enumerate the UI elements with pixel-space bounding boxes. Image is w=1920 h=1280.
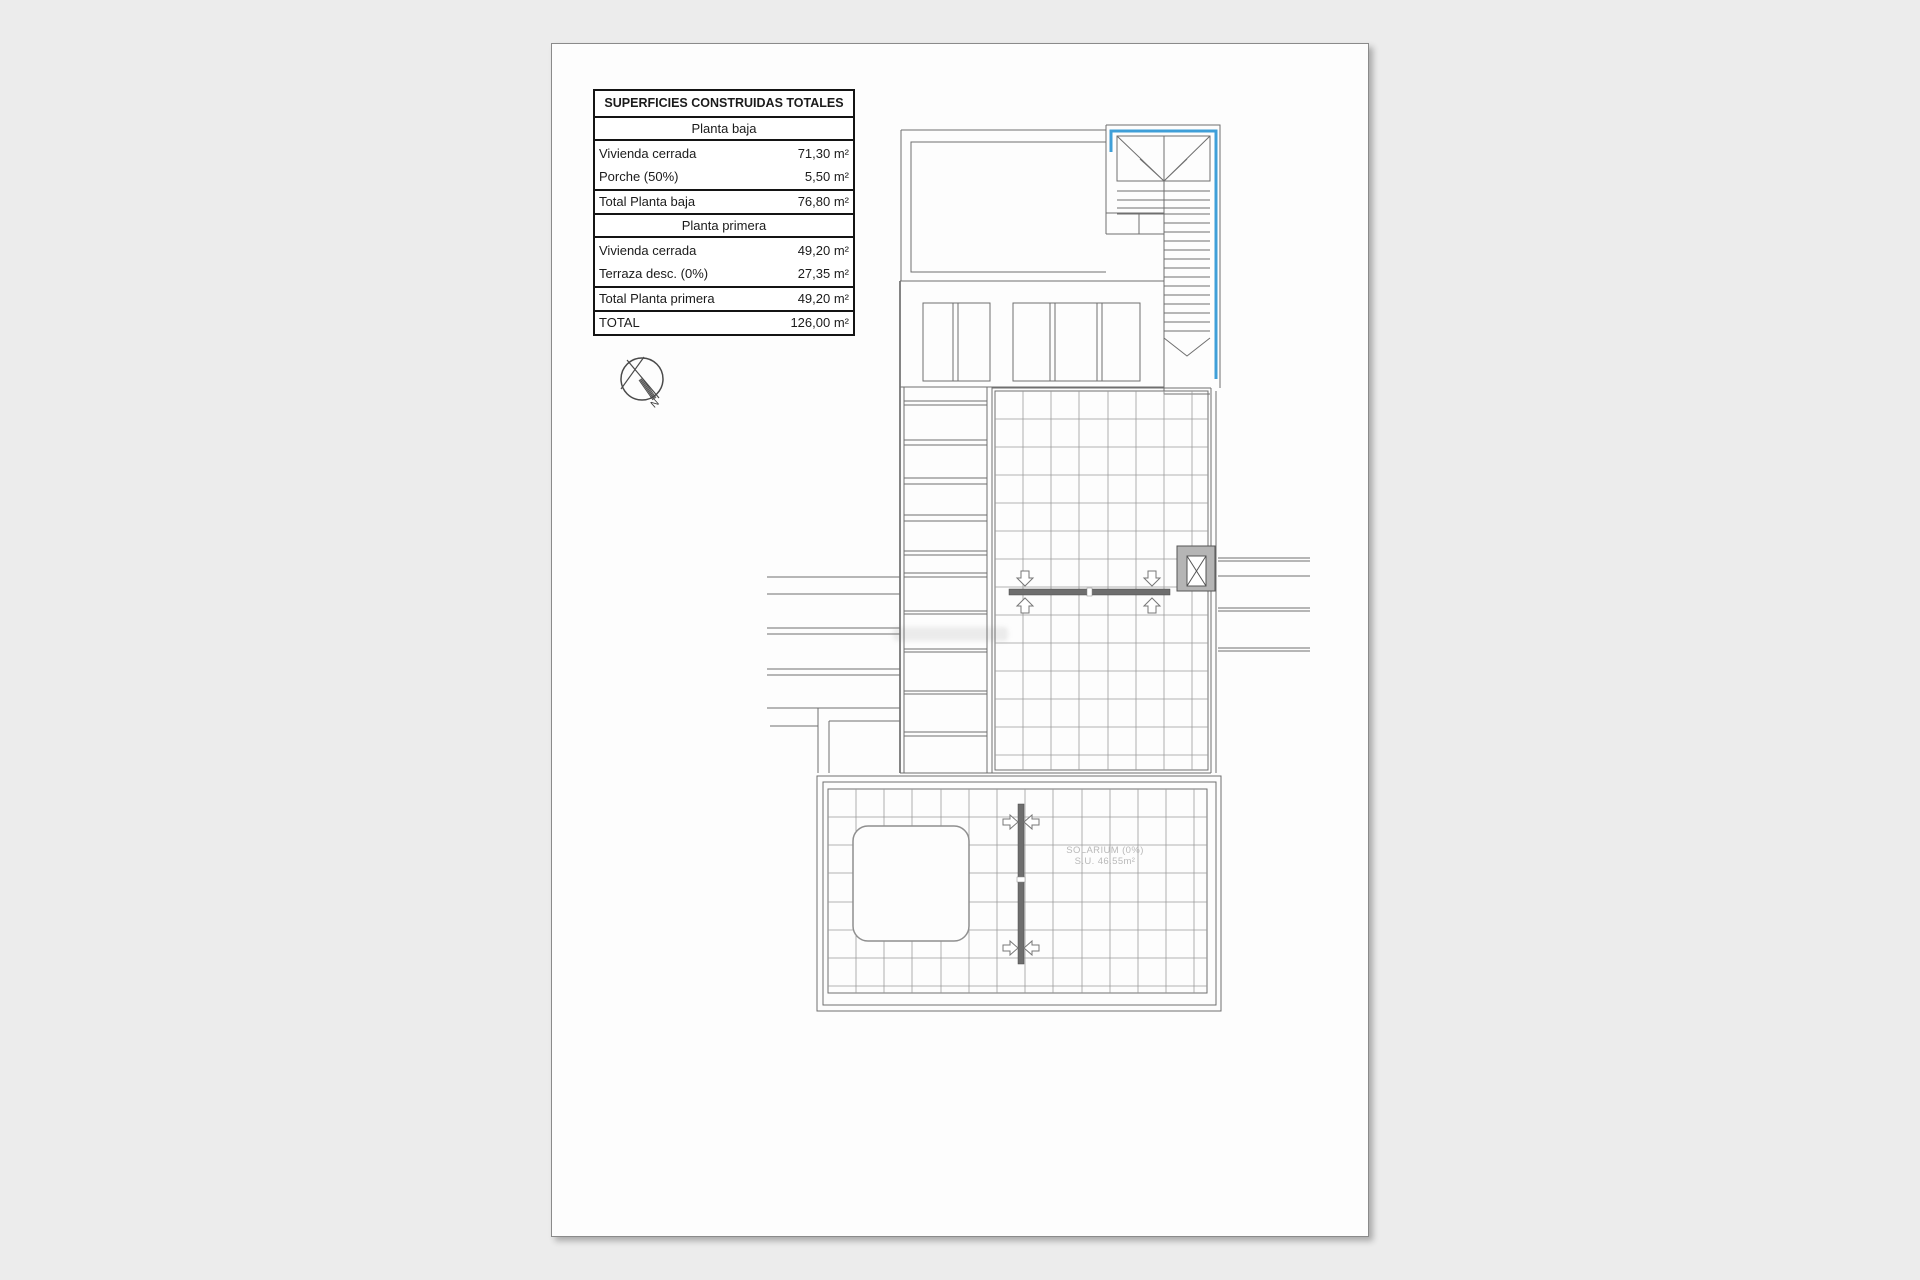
plan-sheet [551, 43, 1369, 1237]
row-label: Terraza desc. (0%) [599, 266, 709, 281]
lower-annex [818, 708, 900, 773]
compass-north-label: N [648, 397, 662, 411]
row-value: 49,20 m² [797, 291, 849, 306]
section-header-planta-baja: Planta baja [595, 118, 853, 141]
solarium-area-label: S.U. 46.55m² [1074, 856, 1136, 867]
staircase [1106, 125, 1220, 394]
solarium [817, 776, 1221, 1011]
row-value: 49,20 m² [797, 243, 849, 258]
row-value: 71,30 m² [797, 146, 849, 161]
boundary-lines-east [1218, 558, 1310, 651]
row-label: Total Planta baja [599, 194, 696, 209]
boundary-lines-west [767, 577, 900, 726]
row-label: Porche (50%) [599, 169, 679, 184]
arrow-up-icon [1144, 598, 1160, 613]
row-value: 126,00 m² [790, 315, 849, 330]
row-label: Vivienda cerrada [599, 243, 697, 258]
areas-table-title: SUPERFICIES CONSTRUIDAS TOTALES [595, 91, 853, 118]
arrow-left-icon [1024, 941, 1039, 955]
glass-partition [1003, 804, 1039, 964]
row-label: Vivienda cerrada [599, 146, 697, 161]
row-label: TOTAL [599, 315, 640, 330]
roof-plan-drawing [552, 44, 1370, 1238]
roof-terrace-outline [900, 130, 1164, 281]
arrow-up-icon [1017, 598, 1033, 613]
jacuzzi [853, 826, 969, 941]
row-value: 27,35 m² [797, 266, 849, 281]
arrow-down-icon [1144, 571, 1160, 586]
section-header-planta-primera: Planta primera [595, 215, 853, 238]
pergola-slats [900, 387, 992, 773]
row-value: 76,80 m² [797, 194, 849, 209]
chimney-box [1177, 546, 1215, 591]
glass-balustrade [1009, 571, 1170, 613]
row-label: Total Planta primera [599, 291, 715, 306]
arrow-down-icon [1017, 571, 1033, 586]
row-value: 5,50 m² [804, 169, 849, 184]
solarium-label: SOLARIUM (0%) [1066, 845, 1144, 856]
arrow-right-icon [1003, 941, 1018, 955]
